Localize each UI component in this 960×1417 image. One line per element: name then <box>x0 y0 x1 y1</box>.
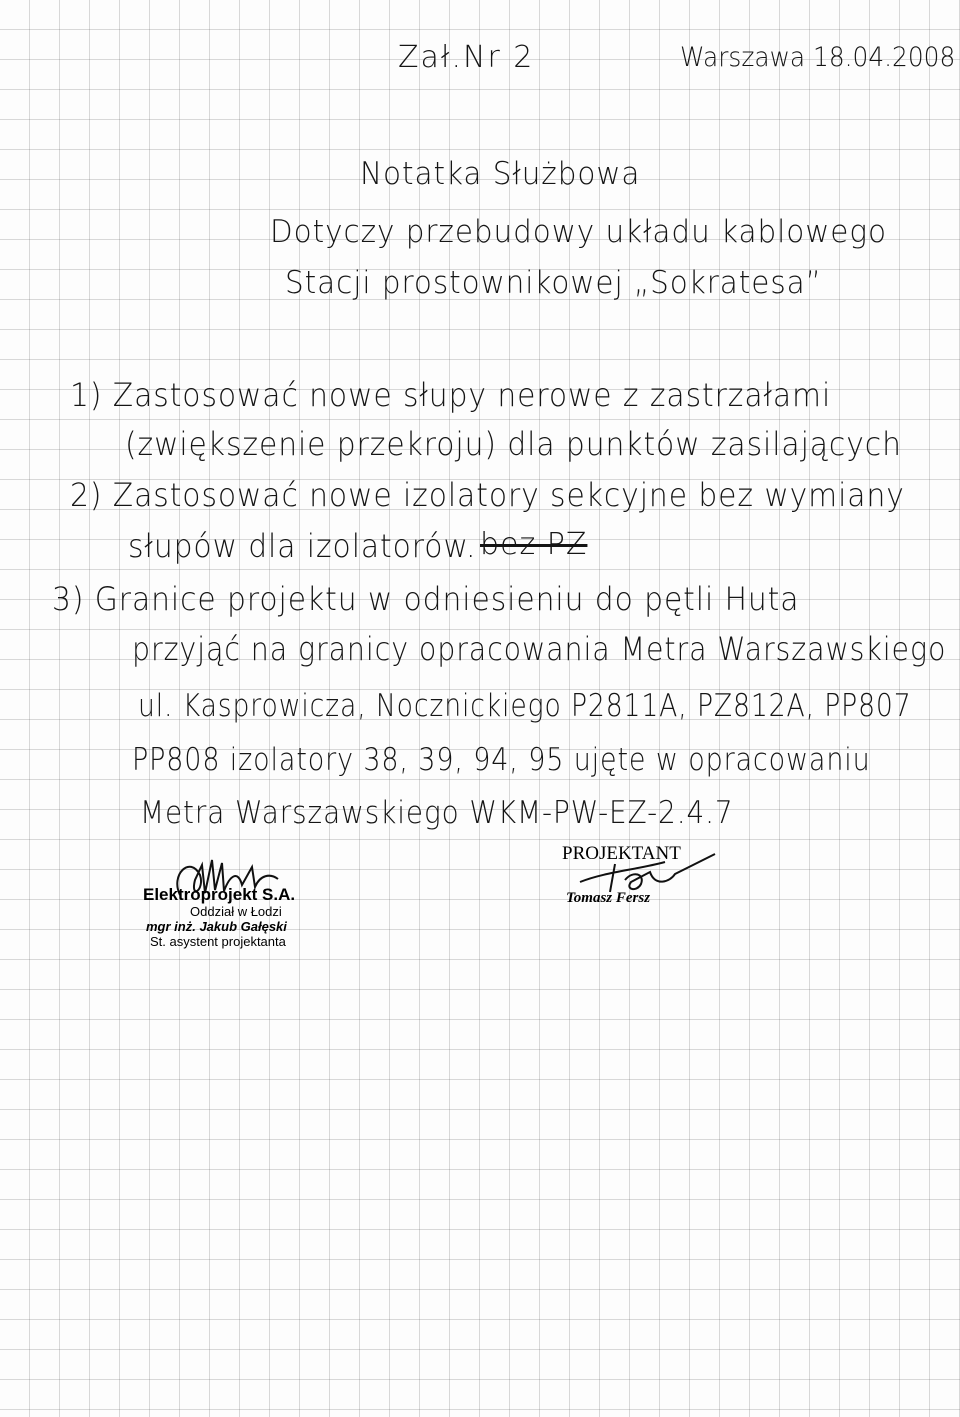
item-1-line-2: (zwiększenie przekroju) dla punktów zasilających <box>125 425 902 463</box>
item-2-line-1: 2) Zastosować nowe izolatory sekcyjne bez wymiany <box>70 476 905 514</box>
stamp-left-company: Elektroprojekt S.A. <box>143 885 296 904</box>
stamp-left-name: mgr inż. Jakub Gałęski <box>146 919 287 934</box>
item-2-struck-text: bez PZ <box>480 527 588 562</box>
stamp-left-branch: Oddział w Łodzi <box>190 904 282 919</box>
stamp-left-role: St. asystent projektanta <box>150 934 286 949</box>
stamp-right-name: Tomasz Fersz <box>566 890 651 906</box>
item-3-line-2: przyjąć na granicy opracowania Metra Warszawskiego <box>132 630 947 668</box>
item-1-line-1: 1) Zastosować nowe słupy nerowe z zastrzałami <box>70 376 832 414</box>
title-line-3: Stacji prostownikowej „Sokratesa” <box>285 265 822 301</box>
item-3-line-4: PP808 izolatory 38, 39, 94, 95 ujęte w opracowaniu <box>132 742 871 778</box>
attachment-number: Zał.Nr 2 <box>398 40 535 75</box>
place-and-date: Warszawa 18.04.2008 <box>680 42 956 73</box>
stamp-right-title: PROJEKTANT <box>562 843 681 864</box>
item-2-line-2: słupów dla izolatorów. <box>128 527 477 565</box>
title-line-1: Notatka Służbowa <box>360 156 641 192</box>
item-3-line-5: Metra Warszawskiego WKM-PW-EZ-2.4.7 <box>140 795 734 831</box>
item-3-line-1: 3) Granice projektu w odniesieniu do pętli Huta <box>52 580 800 618</box>
title-line-2: Dotyczy przebudowy układu kablowego <box>270 214 887 250</box>
item-3-line-3: ul. Kasprowicza, Nocznickiego P2811A, PZ812A, PP807 <box>138 688 912 724</box>
